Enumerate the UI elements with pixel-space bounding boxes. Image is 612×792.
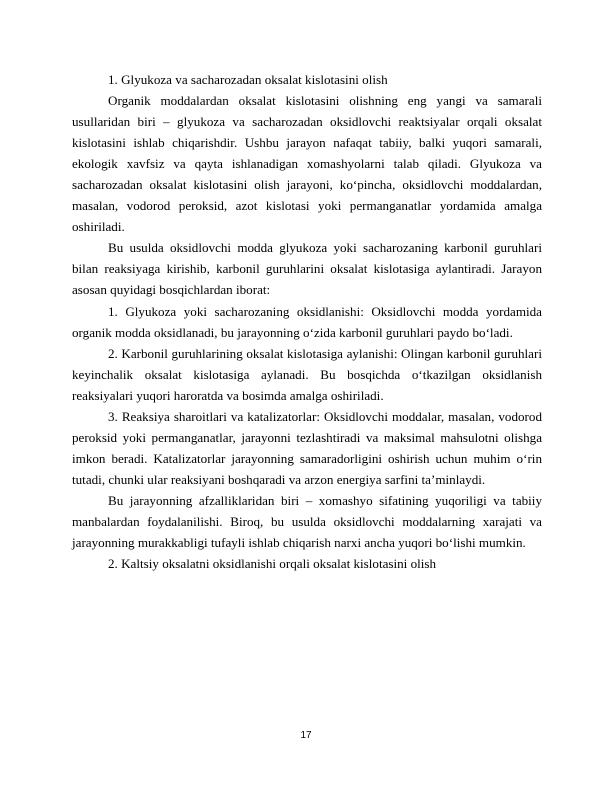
paragraph-method: Bu usulda oksidlovchi modda glyukoza yoki sacharozaning karbonil guruhlari bilan reaksiyaga kirishib, karbonil guruhlarini oksalat kislotasiga aylantiradi. Jarayon asosan quyidagi bosqichlardan iborat: <box>72 240 542 298</box>
paragraph-intro: Organik moddalardan oksalat kislotasini olishning eng yangi va samarali usullaridan biri – glyukoza va sacharozadan oksidlovchi reaktsiyalar orqali oksalat kislotasini ishlab chiqarishdir. Ushbu jarayon nafaqat tabiiy, balki yuqori samarali, ekologik xavfsiz va qayta ishlanadigan xomashyolarni talab qiladi. Glyukoza va sacharozadan oksalat kislotasini olish jarayoni, ko‘pincha, oksidlovchi moddalardan, masalan, vodorod peroksid, azot kislotasi yoki permanganatlar yordamida amalga oshiriladi. <box>72 93 542 235</box>
document-body <box>72 69 542 574</box>
page-number: 17 <box>300 730 312 741</box>
section-heading-1: 1. Glyukoza va sacharozadan oksalat kislotasini olish <box>108 72 388 87</box>
section-heading-2: 2. Kaltsiy oksalatni oksidlanishi orqali oksalat kislotasini olish <box>108 556 437 572</box>
paragraph-step-3: 3. Reaksiya sharoitlari va katalizatorlar: Oksidlovchi moddalar, masalan, vodorod peroksid yoki permanganatlar, jarayonni tezlashtiradi va maksimal mahsulotni olishga imkon beradi. Katalizatorlar jarayonning samaradorligini oshirish uchun muhim o‘rin tutadi, chunki ular reaksiyani boshqaradi va arzon energiya sarfini ta’minlaydi. <box>72 408 542 487</box>
paragraph-step-2: 2. Karbonil guruhlarining oksalat kislotasiga aylanishi: Olingan karbonil guruhlari keyinchalik oksalat kislotasiga aylanadi. Bu bosqichda o‘tkazilgan oksidlanish reaksiyalari yuqori haroratda va bosimda amalga oshiriladi. <box>72 345 542 403</box>
paragraph-advantages: Bu jarayonning afzalliklaridan biri – xomashyo sifatining yuqoriligi va tabiiy manbalardan foydalanilishi. Biroq, bu usulda oksidlovchi moddalarning xarajati va jarayonning murakkabligi tufayli ishlab chiqarish narxi ancha yuqori bo‘lishi mumkin. <box>72 492 542 551</box>
paragraph-step-1: 1. Glyukoza yoki sacharozaning oksidlanishi: Oksidlovchi modda yordamida organik modda oksidlanadi, bu jarayonning o‘zida karbonil guruhlari paydo bo‘ladi. <box>72 303 542 340</box>
